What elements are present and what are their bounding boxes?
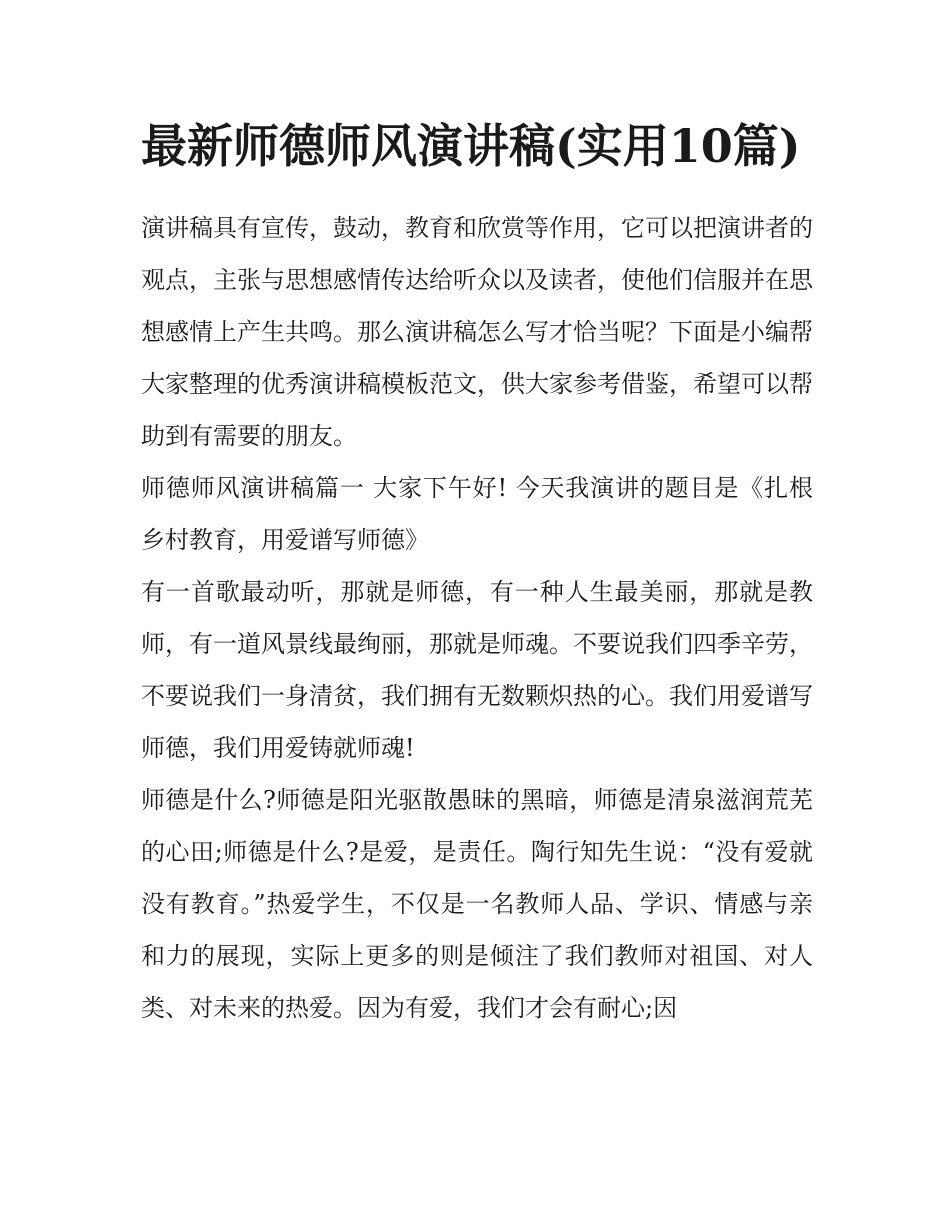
paragraph-speech-heading: 师德师风演讲稿篇一 大家下午好! 今天我演讲的题目是《扎根乡村教育，用爱谱写师德》 bbox=[141, 474, 813, 554]
paragraph-what-is-ethics: 师德是什么?师德是阳光驱散愚昧的黑暗，师德是清泉滋润荒芜的心田;师德是什么?是爱，是责任。陶行知先生说：“没有爱就没有教育。”热爱学生，不仅是一名教师人品、学识、情感与亲和力的展现，实际上更多的则是倾注了我们教师对祖国、对人类、对未来的热爱。因为有爱，我们才会有耐心;因 bbox=[141, 786, 813, 1022]
paragraph-intro: 演讲稿具有宣传，鼓动，教育和欣赏等作用，它可以把演讲者的观点，主张与思想感情传达给听众以及读者，使他们信服并在思想感情上产生共鸣。那么演讲稿怎么写才恰当呢？下面是小编帮大家整理的优秀演讲稿模板范文，供大家参考借鉴，希望可以帮助到有需要的朋友。 bbox=[141, 214, 813, 450]
document-content bbox=[141, 112, 813, 1034]
paragraph-song: 有一首歌最动听，那就是师德，有一种人生最美丽，那就是教师，有一道风景线最绚丽，那就是师魂。不要说我们四季辛劳，不要说我们一身清贫，我们拥有无数颗炽热的心。我们用爱谱写师德，我们用爱铸就师魂! bbox=[141, 578, 813, 762]
document-title: 最新师德师风演讲稿(实用10篇) bbox=[141, 119, 801, 173]
